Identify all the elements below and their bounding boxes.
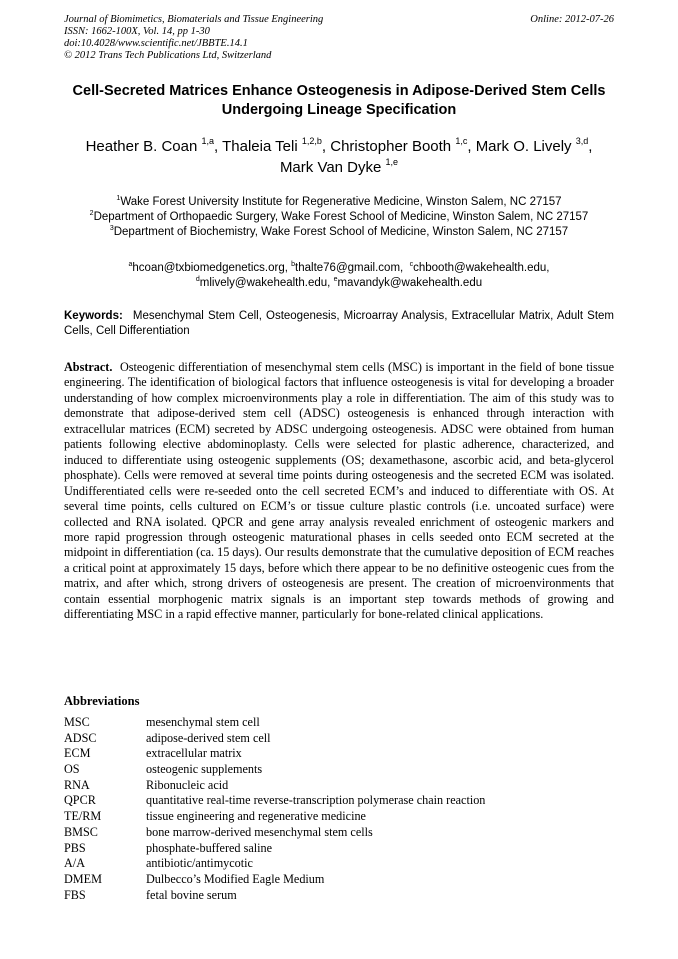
abbreviation-row [64,872,624,888]
author-separator: , [588,138,593,155]
email-separator: , [284,262,292,274]
journal-name: Journal of Biomimetics, Biomaterials and Tissue Engineering [64,14,324,25]
abbreviation-expansion: Dulbecco’s Modified Eagle Medium [146,871,325,886]
journal-copyright: © 2012 Trans Tech Publications Ltd, Switzerland [64,50,272,61]
email [129,262,292,274]
abbreviation-row [64,793,624,809]
affiliation-text: Department of Orthopaedic Surgery, Wake Forest School of Medicine, Winston Salem, NC 27157 [93,211,589,223]
abbreviation-row [64,778,624,794]
journal-issn: ISSN: 1662-100X, Vol. 14, pp 1-30 [64,26,210,37]
abbreviation-row [64,841,624,857]
author [86,138,223,155]
abbreviation-expansion: mesenchymal stem cell [146,715,260,729]
email-mark: d [195,276,200,283]
abstract-label: Abstract. [64,360,113,374]
author-separator: , [467,138,476,155]
email-address: hcoan@txbiomedgenetics.org [132,262,285,274]
abbreviation-expansion: tissue engineering and regenerative medicine [146,809,366,824]
abbreviation-row [64,731,624,747]
email-mark: b [291,261,296,268]
abbreviation: DMEM [64,871,102,886]
author-separator: , [214,138,223,155]
affiliation [50,225,628,240]
author-name: Mark Van Dyke [279,159,382,176]
author-list [56,136,622,178]
affiliation-number: 2 [89,210,94,217]
abbreviation-expansion: quantitative real-time reverse-transcription polymerase chain reaction [146,793,486,808]
affiliation-text: Wake Forest University Institute for Regenerative Medicine, Winston Salem, NC 27157 [120,196,562,208]
abbreviation-expansion: adipose-derived stem cell [146,730,271,745]
abbreviation: MSC [64,715,90,729]
email-address: thalte76@gmail.com [295,262,401,274]
abbreviation-expansion: phosphate-buffered saline [146,840,273,855]
abbreviation-expansion: antibiotic/antimycotic [146,856,253,871]
journal-header [64,14,614,62]
abbreviation: RNA [64,777,90,792]
abbreviation: PBS [64,840,86,855]
abbreviation-expansion: bone marrow-derived mesenchymal stem cells [146,824,373,839]
author-affiliation-mark: 1,c [455,136,468,146]
abbreviation: TE/RM [64,809,102,824]
abbreviation: OS [64,762,80,777]
affiliation-number: 3 [109,225,114,232]
abbreviation-expansion: fetal bovine serum [146,887,237,902]
author [476,138,593,155]
author-separator: , [321,138,331,155]
affiliation-list [50,195,628,240]
email [196,277,334,289]
email-mark: a [128,261,133,268]
abbreviation-row [64,809,624,825]
email-separator: , [327,277,334,289]
abbreviation: BMSC [64,824,98,839]
email-address: chbooth@wakehealth.edu [413,262,547,274]
abbreviation-expansion: extracellular matrix [146,746,242,761]
online-date: Online: 2012-07-26 [530,14,614,25]
abbreviation-row [64,856,624,872]
abbreviations-heading: Abbreviations [64,694,140,708]
author-affiliation-mark: 1,a [201,136,215,146]
author-affiliation-mark: 1,2,b [301,136,322,146]
abbreviation-expansion: osteogenic supplements [146,762,263,777]
paper-title: Cell-Secreted Matrices Enhance Osteogenesis in Adipose-Derived Stem Cells Undergoing Lineage Specification [72,83,606,118]
author [330,138,475,155]
email [410,262,550,274]
author-name: Christopher Booth [330,138,452,155]
abbreviation: A/A [64,856,85,871]
email [334,277,483,289]
keywords-section [64,309,614,339]
author-affiliation-mark: 3,d [575,136,589,146]
keywords-text: Mesenchymal Stem Cell, Osteogenesis, Microarray Analysis, Extracellular Matrix, Adult Stem Cells, Cell Differentiation [64,310,614,337]
affiliation-number: 1 [116,195,121,202]
author [222,138,330,155]
journal-doi: doi:10.4028/www.scientific.net/JBBTE.14.1 [64,38,248,49]
author-name: Thaleia Teli [222,138,298,155]
keywords-label: Keywords: [64,310,123,322]
email [291,262,406,274]
abbreviation-row [64,746,624,762]
abbreviation-expansion: Ribonucleic acid [146,777,229,792]
email-address: mavandyk@wakehealth.edu [337,277,483,289]
abbreviation-row [64,762,624,778]
affiliation-text: Department of Biochemistry, Wake Forest School of Medicine, Winston Salem, NC 27157 [113,226,569,238]
abbreviation: QPCR [64,793,96,808]
author-affiliation-mark: 1,e [385,157,399,167]
abbreviations-table [64,715,624,903]
abbreviation-row [64,888,624,904]
email-list [50,261,628,291]
email-mark: e [333,276,338,283]
abbreviation: FBS [64,887,86,902]
abbreviation: ADSC [64,730,97,745]
email-address: mlively@wakehealth.edu [199,277,328,289]
abbreviation-row [64,825,624,841]
email-separator: , [546,262,550,274]
author-name: Mark O. Lively [475,138,572,155]
affiliation [50,195,628,210]
abstract-text: Osteogenic differentiation of mesenchymal stem cells (MSC) is important in the field of bone tissue engineering. The identification of biological factors that influence osteogenesis is vital for developing a broader understanding of how complex microenvironments play a role in differentiation. The aim of this study was to demonstrate that adipose-derived stem cell (ADSC) osteogenesis is enhanced through interaction with extracellular matrices (ECM) secreted by ADSC undergoing osteogenesis. ADSC were obtained from human patients following elective abdominoplasty. Cells were selected for plastic adherence, characterized, and induced to differentiate using osteogenic supplements (OS; dexamethasone, ascorbic acid, and beta-glycerol phosphate). Cells were removed at several time points during osteogenesis and the secreted ECM was isolated. Undifferentiated cells were re-seeded onto the cell secreted ECM’s and induced to differentiate with OS. At several time points, cells cultured on ECM’s or tissue culture plastic controls (i.e. uncoated surface) were collected and RNA isolated. QPCR and gene array analysis revealed enrichment of osteogenic markers and more rapid progression through osteogenic maturational phases in cells seeded onto ECM secreted at the midpoint in differentiation (ca. 15 days). Our results demonstrate that the cumulative deposition of ECM reaches a critical point at approximately 15 days, before which there appear to be no definitive osteogenic cues from the matrix, and after which, strong drivers of osteogenesis are present. The creation of microenvironments that contain essential morphogenic matrix signals is an important step towards methods of growing and differentiating MSC in a rapid effective manner, particularly for bone-related clinical applications. [64,360,615,622]
abbreviation: ECM [64,746,91,761]
email-mark: c [409,261,414,268]
email-separator: , [400,262,407,274]
author [280,159,398,176]
abbreviation-row [64,715,624,731]
abstract-section [64,360,614,623]
affiliation [50,210,628,225]
author-name: Heather B. Coan [85,138,198,155]
